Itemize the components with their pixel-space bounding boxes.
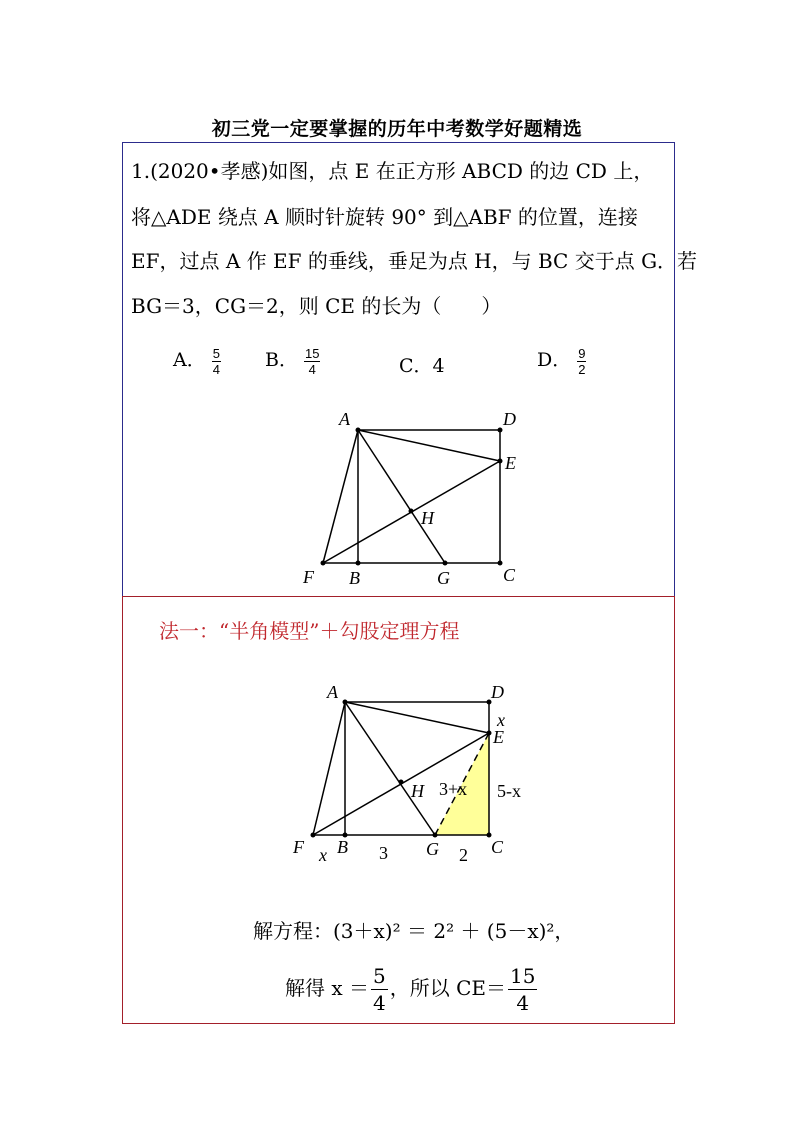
point-b [356,561,361,566]
label-c: C [503,565,516,585]
label-b: B [349,568,360,588]
label2-e: E [493,727,504,747]
label-f: F [303,567,314,587]
label2-a: A [327,682,338,702]
solution-figure [123,597,676,1025]
point-g-2 [433,833,438,838]
solution-box [122,596,675,1024]
label-d: D [503,409,516,429]
point-h [409,509,414,514]
square-abcd [358,430,500,563]
label2-b: B [337,837,348,857]
label2-3: 3 [379,843,388,863]
option-a[interactable]: A． $\frac{5}{4}$ [173,345,220,377]
segment-ag-2 [345,702,435,835]
segment-af [323,430,358,563]
segment-af-2 [313,702,345,835]
option-b[interactable]: B． $\frac{15}{4}$ [265,345,320,377]
question-figure [123,143,676,597]
label-e: E [505,453,516,473]
point-a [356,428,361,433]
point-e [498,459,503,464]
point-g [443,561,448,566]
point-f-2 [311,833,316,838]
equation-2: 解得 x ＝ $\frac{5}{4}$ ，所以 CE＝ $\frac{15}{4}$ [285,964,536,1015]
label2-x-bot: x [319,845,327,865]
label2-h: H [411,781,424,801]
point-e-2 [487,731,492,736]
option-c[interactable]: C．4 [399,355,445,377]
segment-ae-2 [345,702,489,733]
label-h: H [421,508,434,528]
label-a: A [339,409,350,429]
question-line-1: 1.(2020•孝感)如图，点 E 在正方形 ABCD 的边 CD 上， [131,159,654,183]
point-a-2 [343,700,348,705]
point-c [498,561,503,566]
question-line-3: EF，过点 A 作 EF 的垂线，垂足为点 H，与 BC 交于点 G．若 [131,249,698,273]
method-title: 法一：“半角模型”＋勾股定理方程 [159,619,460,643]
segment-ae [358,430,500,461]
option-d[interactable]: D． $\frac{9}{2}$ [537,345,586,377]
point-d [498,428,503,433]
equation-1: 解方程：(3＋x)² ＝ 2² ＋ (5－x)²， [253,919,575,943]
label2-2: 2 [459,845,468,865]
segment-ag [358,430,445,563]
point-f [321,561,326,566]
page-title: 初三党一定要掌握的历年中考数学好题精选 [211,118,583,140]
question-line-2: 将△ADE 绕点 A 顺时针旋转 90° 到△ABF 的位置，连接 [131,205,638,229]
label2-x-top: x [497,710,505,730]
question-box [122,142,698,596]
label2-c: C [491,837,504,857]
label2-3plusx: 3+x [439,779,468,799]
question-line-4: BG＝3，CG＝2，则 CE 的长为（ ） [131,294,502,318]
label2-d: D [491,682,504,702]
label-g: G [437,568,450,588]
label2-5minusx: 5-x [497,781,521,801]
point-h-2 [399,780,404,785]
label2-f: F [293,837,304,857]
label2-g: G [426,839,439,859]
